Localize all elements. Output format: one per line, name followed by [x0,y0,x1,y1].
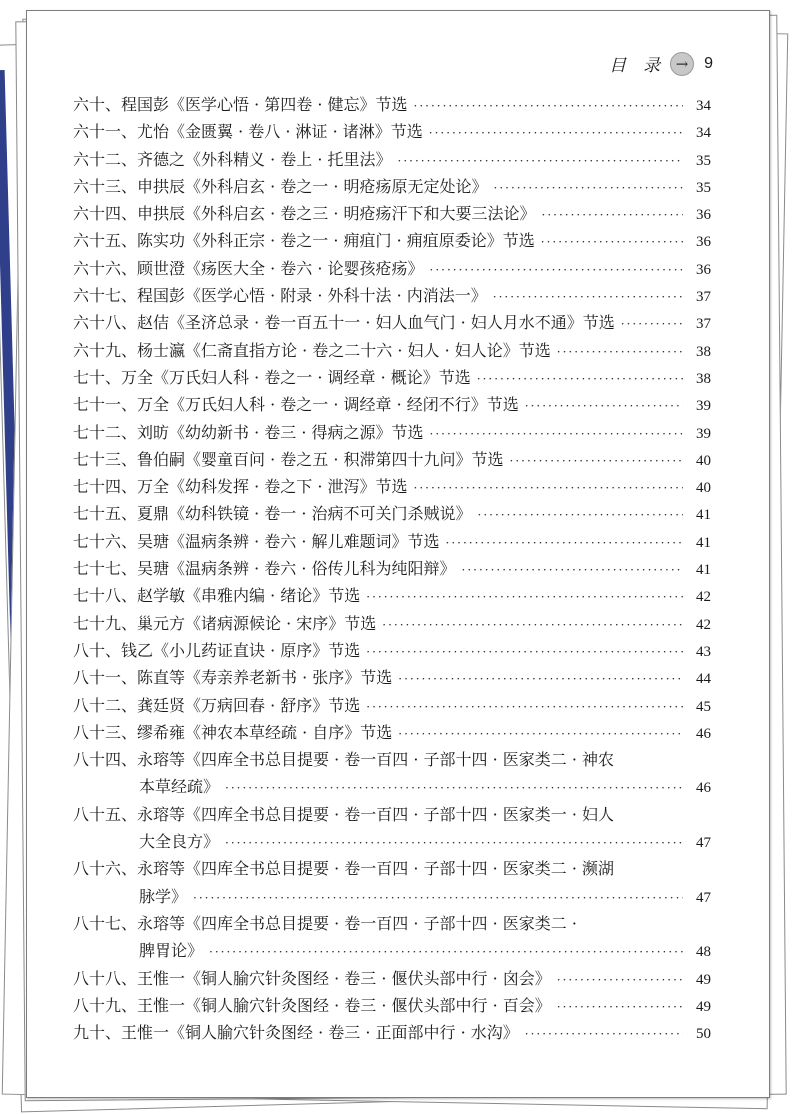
toc-entry-page: 35 [696,152,711,169]
toc-entry[interactable] [73,391,711,418]
toc-entry-page: 41 [696,562,711,579]
dot-leader [430,421,683,448]
toc-entry[interactable] [73,637,711,664]
toc-entry[interactable] [73,146,711,173]
toc-entry-page: 43 [696,643,711,660]
toc-entry-page: 34 [696,125,711,142]
toc-entry[interactable] [73,118,711,145]
toc-entry[interactable] [73,337,711,364]
toc-entry-title: 八十、钱乙《小儿药证直诀 · 原序》节选 [73,640,361,660]
dot-leader [398,721,683,748]
toc-entry-title: 七十八、赵学敏《串雅内编 · 绪论》节选 [73,586,361,606]
dot-leader [477,366,683,393]
toc-entry[interactable] [73,965,711,992]
dot-leader [193,885,683,912]
toc-entry[interactable] [73,692,711,719]
dot-leader [366,694,683,721]
arrow-right-icon: → [670,52,694,76]
dot-leader [225,775,683,802]
dot-leader [366,639,683,666]
toc-entry[interactable] [73,200,711,227]
toc-entry-page: 39 [696,425,711,442]
toc-entry-title: 八十一、陈直等《寿亲养老新书 · 张序》节选 [73,668,393,688]
toc-entry[interactable] [73,309,711,336]
dot-leader [478,502,683,529]
toc-entry-title-continuation: 大全良方》 [139,832,220,852]
toc-entry-page: 41 [696,534,711,551]
dot-leader [225,830,683,857]
toc-entry[interactable] [73,282,711,309]
toc-entry-page: 34 [696,98,711,114]
toc-entry-title: 九十、王惟一《铜人腧穴针灸图经 · 卷三 · 正面部中行 · 水沟》 [73,1023,519,1043]
table-of-contents [73,91,711,1046]
dot-leader [621,311,683,338]
dot-leader [510,448,683,475]
toc-entry-page: 46 [696,780,711,797]
toc-entry-title: 七十、万全《万氏妇人科 · 卷之一 · 调经章 · 概论》节选 [73,367,471,387]
toc-entry-page: 36 [696,234,711,251]
dot-leader [382,612,683,639]
toc-entry-title: 六十五、陈实功《外科正宗 · 卷之一 · 痈疽门 · 痈疽原委论》节选 [73,231,535,251]
dot-leader [430,257,683,284]
toc-entry[interactable] [73,528,711,555]
toc-entry-title: 六十四、申拱辰《外科启玄 · 卷之三 · 明疮疡汗下和大要三法论》 [73,204,536,224]
dot-leader [493,284,683,311]
toc-entry-title: 七十三、鲁伯嗣《婴童百问 · 卷之五 · 积滞第四十九问》节选 [73,449,504,469]
dot-leader [542,202,683,229]
toc-entry-title: 六十七、程国彭《医学心悟 · 附录 · 外科十法 · 内消法一》 [73,286,487,306]
header-title: 目 录 [609,56,661,76]
dot-leader [366,584,683,611]
toc-entry-page: 47 [696,835,711,852]
toc-entry-page: 37 [696,289,711,306]
toc-entry-title: 八十五、永瑢等《四库全书总目提要 · 卷一百四 · 子部十四 · 医家类一 · 妇人 [73,804,615,824]
toc-entry-title: 六十六、顾世澄《疡医大全 · 卷六 · 论婴孩疮疡》 [73,258,424,278]
dot-leader [414,475,683,502]
dot-leader [557,994,683,1021]
toc-entry-title: 六十二、齐德之《外科精义 · 卷上 · 托里法》 [73,149,392,169]
toc-entry[interactable] [73,91,711,118]
toc-entry-title: 七十一、万全《万氏妇人科 · 卷之一 · 调经章 · 经闭不行》节选 [73,395,519,415]
toc-entry-title: 八十四、永瑢等《四库全书总目提要 · 卷一百四 · 子部十四 · 医家类二 · 神农 [73,750,615,770]
dot-leader [494,175,683,202]
dot-leader [209,939,683,966]
toc-entry-page: 47 [696,889,711,906]
toc-entry-title: 八十九、王惟一《铜人腧穴针灸图经 · 卷三 · 偃伏头部中行 · 百会》 [73,995,551,1015]
toc-entry-page: 49 [696,971,711,988]
toc-entry-page: 42 [696,616,711,633]
toc-entry-page: 40 [696,452,711,469]
toc-entry-title: 七十五、夏鼎《幼科铁镜 · 卷一 · 治病不可关门杀贼说》 [73,504,472,524]
toc-entry-page: 35 [696,179,711,196]
toc-entry-page: 48 [696,944,711,961]
header-page-number: 9 [704,54,713,72]
toc-entry-title: 七十四、万全《幼科发挥 · 卷之下 · 泄泻》节选 [73,477,408,497]
toc-entry-title: 七十二、刘昉《幼幼新书 · 卷三 · 得病之源》节选 [73,422,424,442]
toc-entry-page: 37 [696,316,711,333]
toc-entry[interactable] [73,582,711,609]
toc-entry[interactable] [73,500,711,527]
toc-entry-page: 42 [696,589,711,606]
toc-entry-title: 八十三、缪希雍《神农本草经疏 · 自序》节选 [73,722,393,742]
toc-entry-page: 38 [696,370,711,387]
toc-entry[interactable] [73,910,711,965]
toc-entry-title: 六十三、申拱辰《外科启玄 · 卷之一 · 明疮疡原无定处论》 [73,176,488,196]
toc-entry[interactable] [73,173,711,200]
toc-entry-title: 七十六、吴瑭《温病条辨 · 卷六 · 解儿难题词》节选 [73,531,440,551]
toc-entry-title: 七十九、巢元方《诸病源候论 · 宋序》节选 [73,613,377,633]
toc-entry-page: 38 [696,343,711,360]
toc-entry-title-continuation: 脾胃论》 [139,941,204,961]
toc-entry[interactable] [73,364,711,391]
toc-entry[interactable] [73,446,711,473]
toc-entry-title-continuation: 脉学》 [139,886,188,906]
toc-entry[interactable] [73,664,711,691]
toc-entry[interactable] [73,419,711,446]
toc-entry-title: 六十、程国彭《医学心悟 · 第四卷 · 健忘》节选 [73,95,408,114]
dot-leader [446,530,683,557]
toc-entry-page: 40 [696,480,711,497]
toc-entry-page: 50 [696,1026,711,1043]
toc-entry[interactable] [73,855,711,910]
toc-entry[interactable] [73,473,711,500]
dot-leader [541,229,683,256]
toc-entry[interactable] [73,746,711,801]
toc-entry-page: 36 [696,207,711,224]
toc-entry-title-continuation: 本草经疏》 [139,777,220,797]
document-page [26,10,770,1098]
dot-leader [462,557,683,584]
toc-entry-title: 八十六、永瑢等《四库全书总目提要 · 卷一百四 · 子部十四 · 医家类二 · 濒湖 [73,859,615,879]
running-header [609,51,713,76]
dot-leader [557,339,683,366]
toc-entry-title: 八十二、龚廷贤《万病回春 · 舒序》节选 [73,695,361,715]
toc-entry[interactable] [73,801,711,856]
toc-entry-page: 49 [696,998,711,1015]
dot-leader [398,666,683,693]
toc-entry[interactable] [73,719,711,746]
toc-entry-page: 39 [696,398,711,415]
toc-entry[interactable] [73,610,711,637]
toc-entry-title: 七十七、吴瑭《温病条辨 · 卷六 · 俗传儿科为纯阳辩》 [73,559,456,579]
toc-entry[interactable] [73,555,711,582]
toc-entry-title: 八十七、永瑢等《四库全书总目提要 · 卷一百四 · 子部十四 · 医家类二 · [73,913,577,933]
toc-entry-title: 八十八、王惟一《铜人腧穴针灸图经 · 卷三 · 偃伏头部中行 · 囟会》 [73,968,551,988]
toc-entry[interactable] [73,992,711,1019]
toc-entry[interactable] [73,227,711,254]
dot-leader [414,93,683,120]
dot-leader [557,967,683,994]
toc-entry[interactable] [73,255,711,282]
toc-entry-page: 45 [696,698,711,715]
toc-entry-title: 六十九、杨士瀛《仁斋直指方论 · 卷之二十六 · 妇人 · 妇人论》节选 [73,340,551,360]
dot-leader [525,1021,683,1048]
dot-leader [525,393,683,420]
toc-entry[interactable] [73,1019,711,1046]
toc-entry-page: 44 [696,671,711,688]
toc-entry-page: 41 [696,507,711,524]
toc-entry-title: 六十八、赵佶《圣济总录 · 卷一百五十一 · 妇人血气门 · 妇人月水不通》节选 [73,313,615,333]
dot-leader [429,120,683,147]
toc-entry-page: 36 [696,261,711,278]
dot-leader [398,148,683,175]
toc-entry-page: 46 [696,725,711,742]
toc-entry-title: 六十一、尤怡《金匮翼 · 卷八 · 淋证 · 诸淋》节选 [73,122,423,142]
